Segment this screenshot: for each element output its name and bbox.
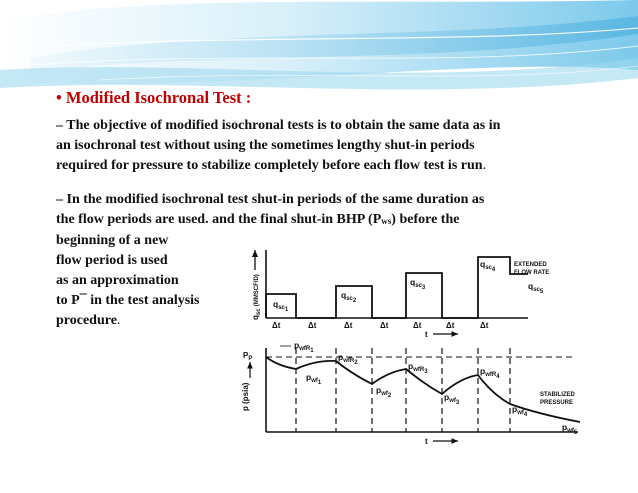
- pwfr-label-1: $p_{wfR1}$: [294, 340, 314, 354]
- stabilized-pressure-label: STABILIZED PRESSURE: [540, 392, 575, 406]
- paragraph2-line: beginning of a new: [56, 233, 169, 248]
- rate-chart: [251, 250, 549, 339]
- paragraph1-line: an isochronal test without using the sometimes lengthy shut-in periods: [56, 138, 475, 153]
- rate-label-3: $q_{sc3}$: [410, 277, 426, 291]
- pressure-chart: [241, 340, 580, 446]
- pressure-time-label: t: [425, 437, 428, 446]
- decorative-banner: [0, 0, 638, 100]
- modified-isochronal-diagram: [228, 236, 604, 448]
- objective-paragraph: [56, 116, 596, 176]
- delta-t-label: Δt: [272, 321, 281, 330]
- paragraph2-line: – In the modified isochronal test shut-in periods of the same duration as: [56, 192, 485, 207]
- rate-axis-label: $q_{sc}$ (MMSCF/D): [251, 274, 262, 320]
- paragraph1-period: .: [482, 158, 487, 173]
- pwfr-label-4: $p_{wfR4}$: [480, 366, 500, 380]
- paragraph1-line-text: required for pressure to stabilize completely before each flow test is run: [56, 158, 483, 173]
- pwf-label-4: $p_{wf4}$: [512, 404, 528, 418]
- pressure-axis-label: p (psia): [241, 382, 250, 411]
- pbar-label: $P_P$: [243, 351, 253, 362]
- pwf-label-5: $p_{wf5}$: [562, 422, 578, 436]
- paragraph2-period: .: [116, 313, 121, 328]
- delta-t-label: Δt: [308, 321, 317, 330]
- paragraph1-line: [56, 156, 596, 176]
- paragraph2-line2-start: the flow periods are used. and the final shut-in BHP (P: [56, 212, 382, 227]
- slide-title: • Modified Isochronal Test :: [56, 88, 252, 107]
- delta-t-label: Δt: [413, 321, 422, 330]
- rate-label-5: $q_{sc5}$: [528, 281, 544, 295]
- rate-label-4: $q_{sc4}$: [480, 259, 496, 273]
- pwfr-label-2: $p_{wfR2}$: [338, 352, 358, 366]
- paragraph2-line: flow period is used: [56, 253, 168, 268]
- delta-t-label: Δt: [480, 321, 489, 330]
- pws-subscript: ws: [381, 216, 392, 226]
- delta-t-label: Δt: [344, 321, 353, 330]
- paragraph2-line: to P¯ in the test analysis: [56, 293, 200, 308]
- paragraph1-line: – The objective of modified isochronal tests is to obtain the same data as in: [56, 118, 501, 133]
- rate-label-1: $q_{sc1}$: [273, 299, 289, 313]
- paragraph2-line2-end: ) before the: [391, 212, 460, 227]
- rate-time-label: t: [425, 330, 428, 339]
- rate-label-2: $q_{sc2}$: [341, 290, 357, 304]
- pwf-label-2: $p_{wf2}$: [376, 385, 392, 399]
- pwf-label-1: $p_{wf1}$: [306, 372, 322, 386]
- paragraph2-line: [56, 210, 596, 231]
- pwf-label-3: $p_{wf3}$: [444, 392, 460, 406]
- paragraph2-line: as an approximation: [56, 273, 179, 288]
- delta-t-label: Δt: [446, 321, 455, 330]
- paragraph2-line7-text: procedure: [56, 313, 117, 328]
- extended-flow-label: EXTENDED FLOW RATE: [514, 262, 550, 276]
- delta-t-label: Δt: [380, 321, 389, 330]
- pwfr-label-3: $p_{wfR3}$: [408, 361, 428, 375]
